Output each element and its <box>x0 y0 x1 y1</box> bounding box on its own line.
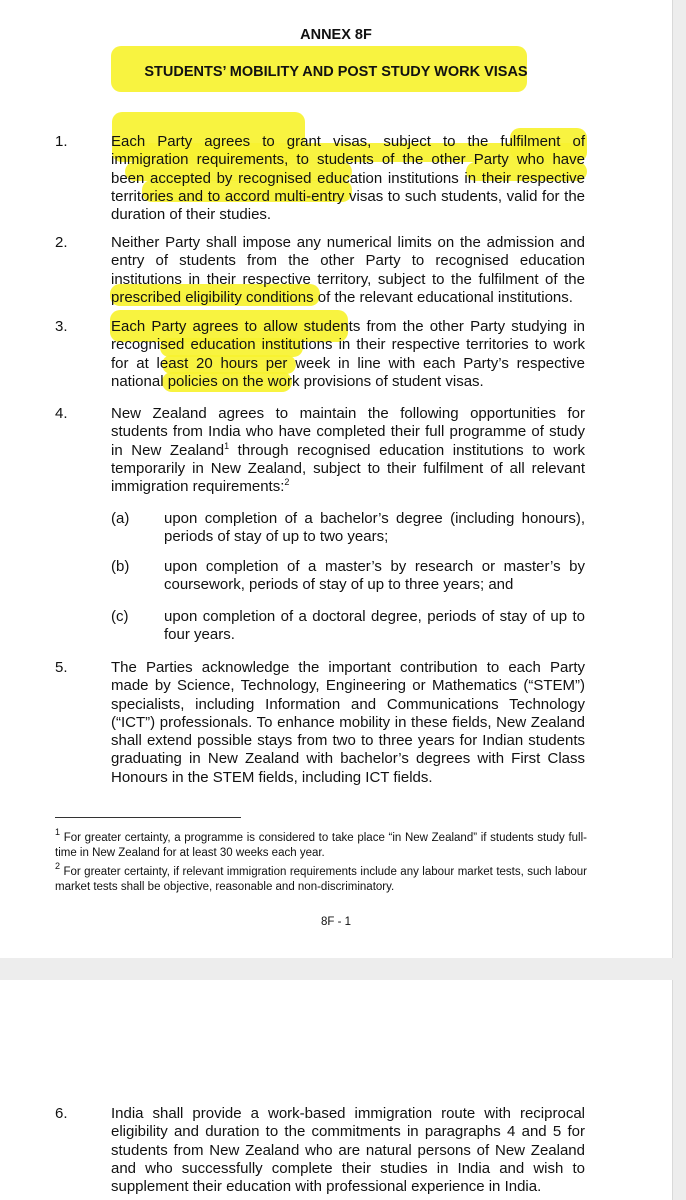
sub-item-label: (c) <box>111 608 129 625</box>
paragraph-text: India shall provide a work-based immigration route with reciprocal eligibility and duration to the commitments in paragraphs 4 and 5 for students from New Zealand who are natural persons of New Zealand and who successfully complete their studies in India and wish to supplement their education with professional experience in India. <box>111 1105 585 1196</box>
page-number: 8F - 1 <box>320 916 352 928</box>
paragraph-text: Each Party agrees to grant visas, subject to the fulfilment of immigration requirements, to students of the other Party who have been accepted by recognised education institutions in their respective territories and to accord multi-entry visas to such students, valid for the duration of their studies. <box>111 133 585 224</box>
annex-title: ANNEX 8F <box>300 27 372 43</box>
paragraph-number: 1. <box>55 133 68 150</box>
footnote-mark: 1 <box>55 827 61 837</box>
paragraph-number: 5. <box>55 659 68 676</box>
paragraph-number: 4. <box>55 405 68 422</box>
sub-item-text: upon completion of a bachelor’s degree (including honours), periods of stay of up to two years; <box>164 510 585 546</box>
footnote-divider <box>55 817 241 818</box>
paragraph-number: 2. <box>55 234 68 251</box>
sub-item-text: upon completion of a master’s by research or master’s by coursework, periods of stay of up to three years; and <box>164 558 585 594</box>
footnote-text: For greater certainty, if relevant immigration requirements include any labour market tests, such labour market tests shall be objective, reasonable and non-discriminatory. <box>55 866 587 894</box>
footnote-ref: 1 <box>224 440 230 451</box>
footnote <box>55 861 587 895</box>
footnote-ref: 2 <box>284 477 290 488</box>
paragraph-text: The Parties acknowledge the important contribution to each Party made by Science, Technology, Engineering or Mathematics (“STEM”) specialists, including Information and Communications Technology (“ICT”) professionals. To enhance mobility in these fields, New Zealand shall extend possible stays from two to three years for Indian students graduating in New Zealand with bachelor’s degrees with First Class Honours in the STEM fields, including ICT fields. <box>111 659 585 786</box>
document-page-2 <box>0 980 673 1200</box>
footnote-mark: 2 <box>55 861 61 871</box>
paragraph-number: 6. <box>55 1105 68 1122</box>
paragraph-text: Each Party agrees to allow students from the other Party studying in recognised education institutions in their respective territories to work for at least 20 hours per week in line with each Party’s respective national policies on the work provisions of student visas. <box>111 318 585 390</box>
footnote-text: For greater certainty, a programme is considered to take place “in New Zealand” if students study full-time in New Zealand for at least 30 weeks each year. <box>55 832 587 860</box>
sub-item-label: (b) <box>111 558 130 575</box>
annex-subtitle: STUDENTS’ MOBILITY AND POST STUDY WORK VISAS <box>144 64 528 80</box>
footnote <box>55 827 587 861</box>
paragraph-number: 3. <box>55 318 68 335</box>
paragraph-text: Neither Party shall impose any numerical limits on the admission and entry of students from the other Party to recognised education institutions in their respective territory, subject to the fulfilment of the prescribed eligibility conditions of the relevant educational institutions. <box>111 234 585 306</box>
paragraph-text <box>111 405 585 496</box>
paragraph-text-part: through recognised education institutions to work temporarily in New Zealand, subject to their fulfilment of all relevant immigration requirements: <box>111 441 585 496</box>
sub-item-text: upon completion of a doctoral degree, periods of stay of up to four years. <box>164 608 585 644</box>
sub-item-label: (a) <box>111 510 130 527</box>
paragraph-text-part: New Zealand agrees to maintain the following opportunities for students from India who have completed their full programme of study in New Zealand <box>111 405 585 459</box>
